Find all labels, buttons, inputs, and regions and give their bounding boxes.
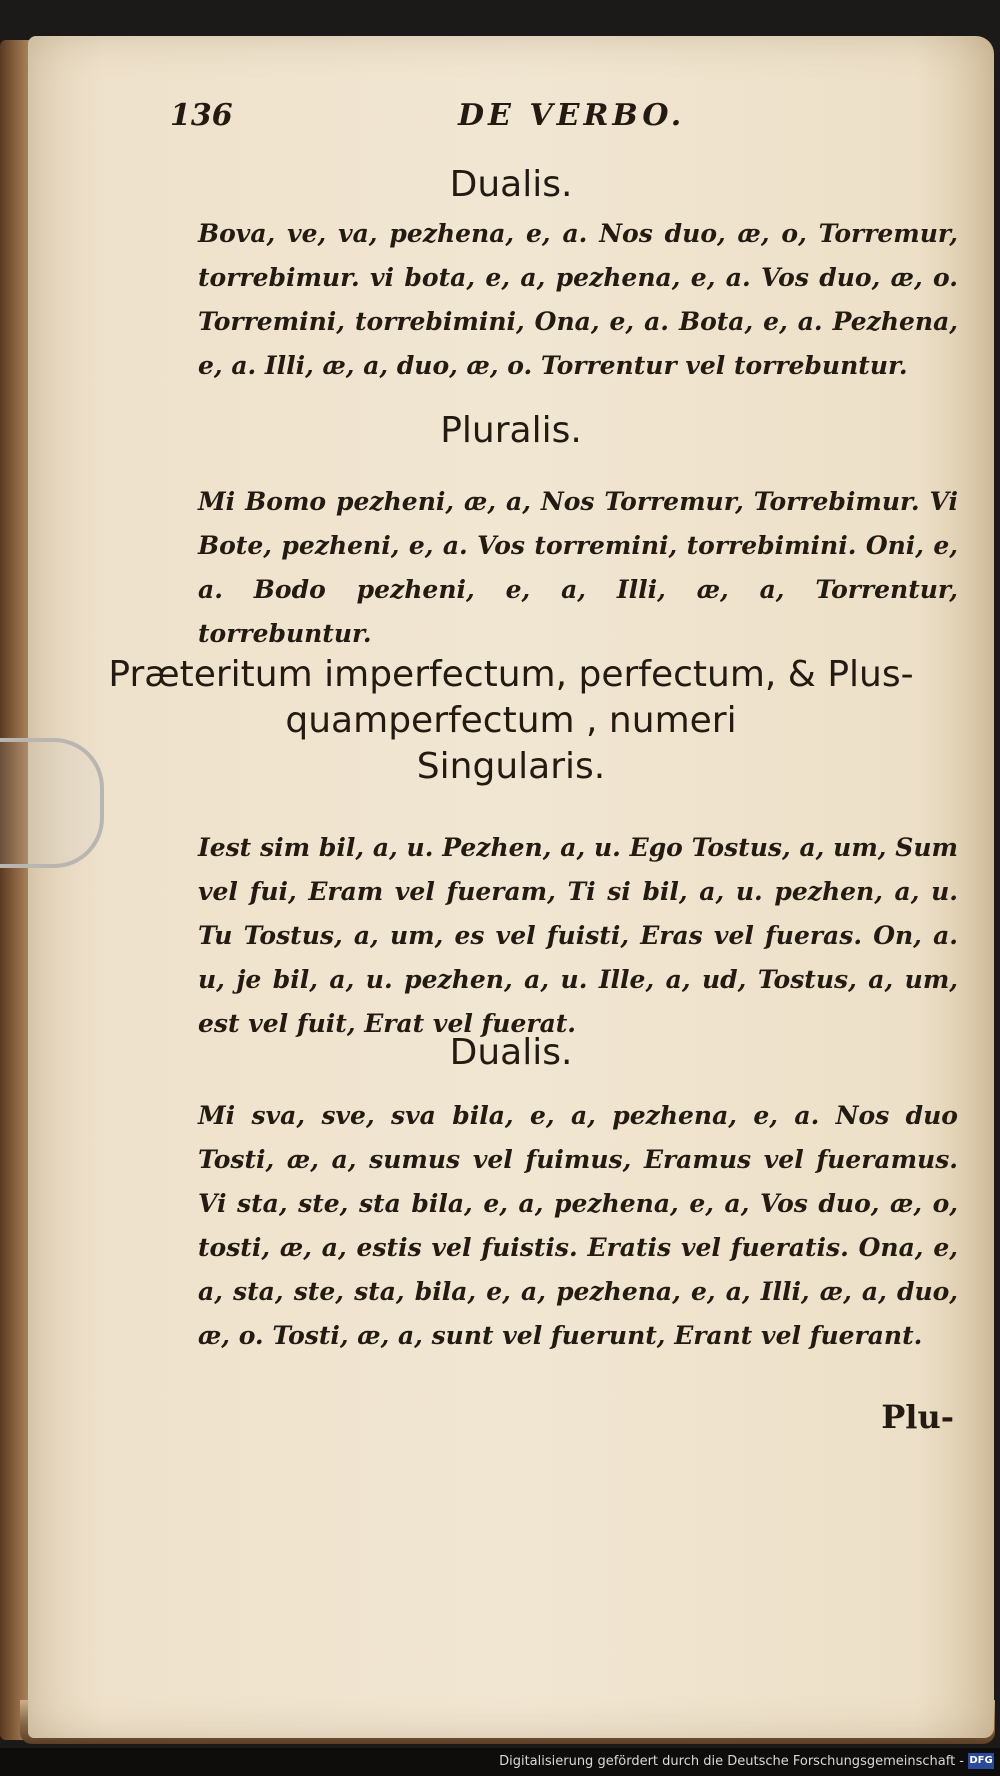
section-paragraph bbox=[198, 826, 958, 1046]
footer-bar bbox=[0, 1748, 1000, 1776]
section-heading-praeteritum bbox=[28, 652, 994, 790]
catchword: Plu- bbox=[881, 1398, 954, 1436]
heading-line: Singularis. bbox=[416, 746, 606, 787]
section-paragraph bbox=[198, 480, 958, 656]
running-head: DE VERBO. bbox=[458, 98, 686, 133]
footer-credit: Digitalisierung gefördert durch die Deutsche Forschungsgemeinschaft - bbox=[499, 1754, 964, 1769]
section-heading-pluralis: Pluralis. bbox=[440, 410, 582, 451]
page-content bbox=[28, 36, 994, 1738]
section-heading-dualis: Dualis. bbox=[449, 164, 573, 205]
heading-line: Præteritum imperfectum, perfectum, & Plus- bbox=[108, 654, 914, 695]
page-number: 136 bbox=[170, 98, 233, 133]
paragraph-text: Iest sim bil, a, u. Pezhen, a, u. Ego Tostus, a, um, Sum vel fui, Eram vel fueram, Ti si bil, a, u. pezhen, a, u. Tu Tostus, a, um, es vel fuisti, Eras vel fueras. On, a. u, je bil, a, u. pezhen, a, u. Ille, a, ud, Tostus, a, um, est vel fuit, Erat vel fuerat. bbox=[198, 833, 958, 1038]
paragraph-text: Mi sva, sve, sva bila, e, a, pezhena, e, a. Nos duo Tosti, æ, a, sumus vel fuimus, Eramus vel fueramus. Vi sta, ste, sta bila, e, a, pezhena, e, a, Vos duo, æ, o, tosti, æ, a, estis vel fuistis. Eratis vel fueratis. Ona, e, a, sta, ste, sta, bila, e, a, pezhena, e, a, Illi, æ, a, duo, æ, o. Tosti, æ, a, sunt vel fuerunt, Erant vel fuerant. bbox=[198, 1101, 958, 1350]
page-header bbox=[28, 98, 994, 148]
heading-line: quamperfectum , numeri bbox=[285, 700, 737, 741]
section-paragraph bbox=[198, 212, 958, 388]
book-page bbox=[28, 36, 994, 1738]
page-clip-holder bbox=[0, 738, 104, 868]
dfg-logo-icon: DFG bbox=[968, 1753, 994, 1769]
paragraph-text: Bova, ve, va, pezhena, e, a. Nos duo, æ, o, Torremur, torrebimur. vi bota, e, a, pezhena, e, a. Vos duo, æ, o. Torremini, torrebimini, Ona, e, a. Bota, e, a. Pezhena, e, a. Illi, æ, a, duo, æ, o. Torrentur vel torrebuntur. bbox=[198, 219, 958, 380]
section-heading-dualis-2: Dualis. bbox=[449, 1032, 573, 1073]
paragraph-text: Mi Bomo pezheni, æ, a, Nos Torremur, Torrebimur. Vi Bote, pezheni, e, a. Vos torremini, torrebimini. Oni, e, a. Bodo pezheni, e, a, Illi, æ, a, Torrentur, torrebuntur. bbox=[198, 487, 958, 648]
section-paragraph bbox=[198, 1094, 958, 1358]
